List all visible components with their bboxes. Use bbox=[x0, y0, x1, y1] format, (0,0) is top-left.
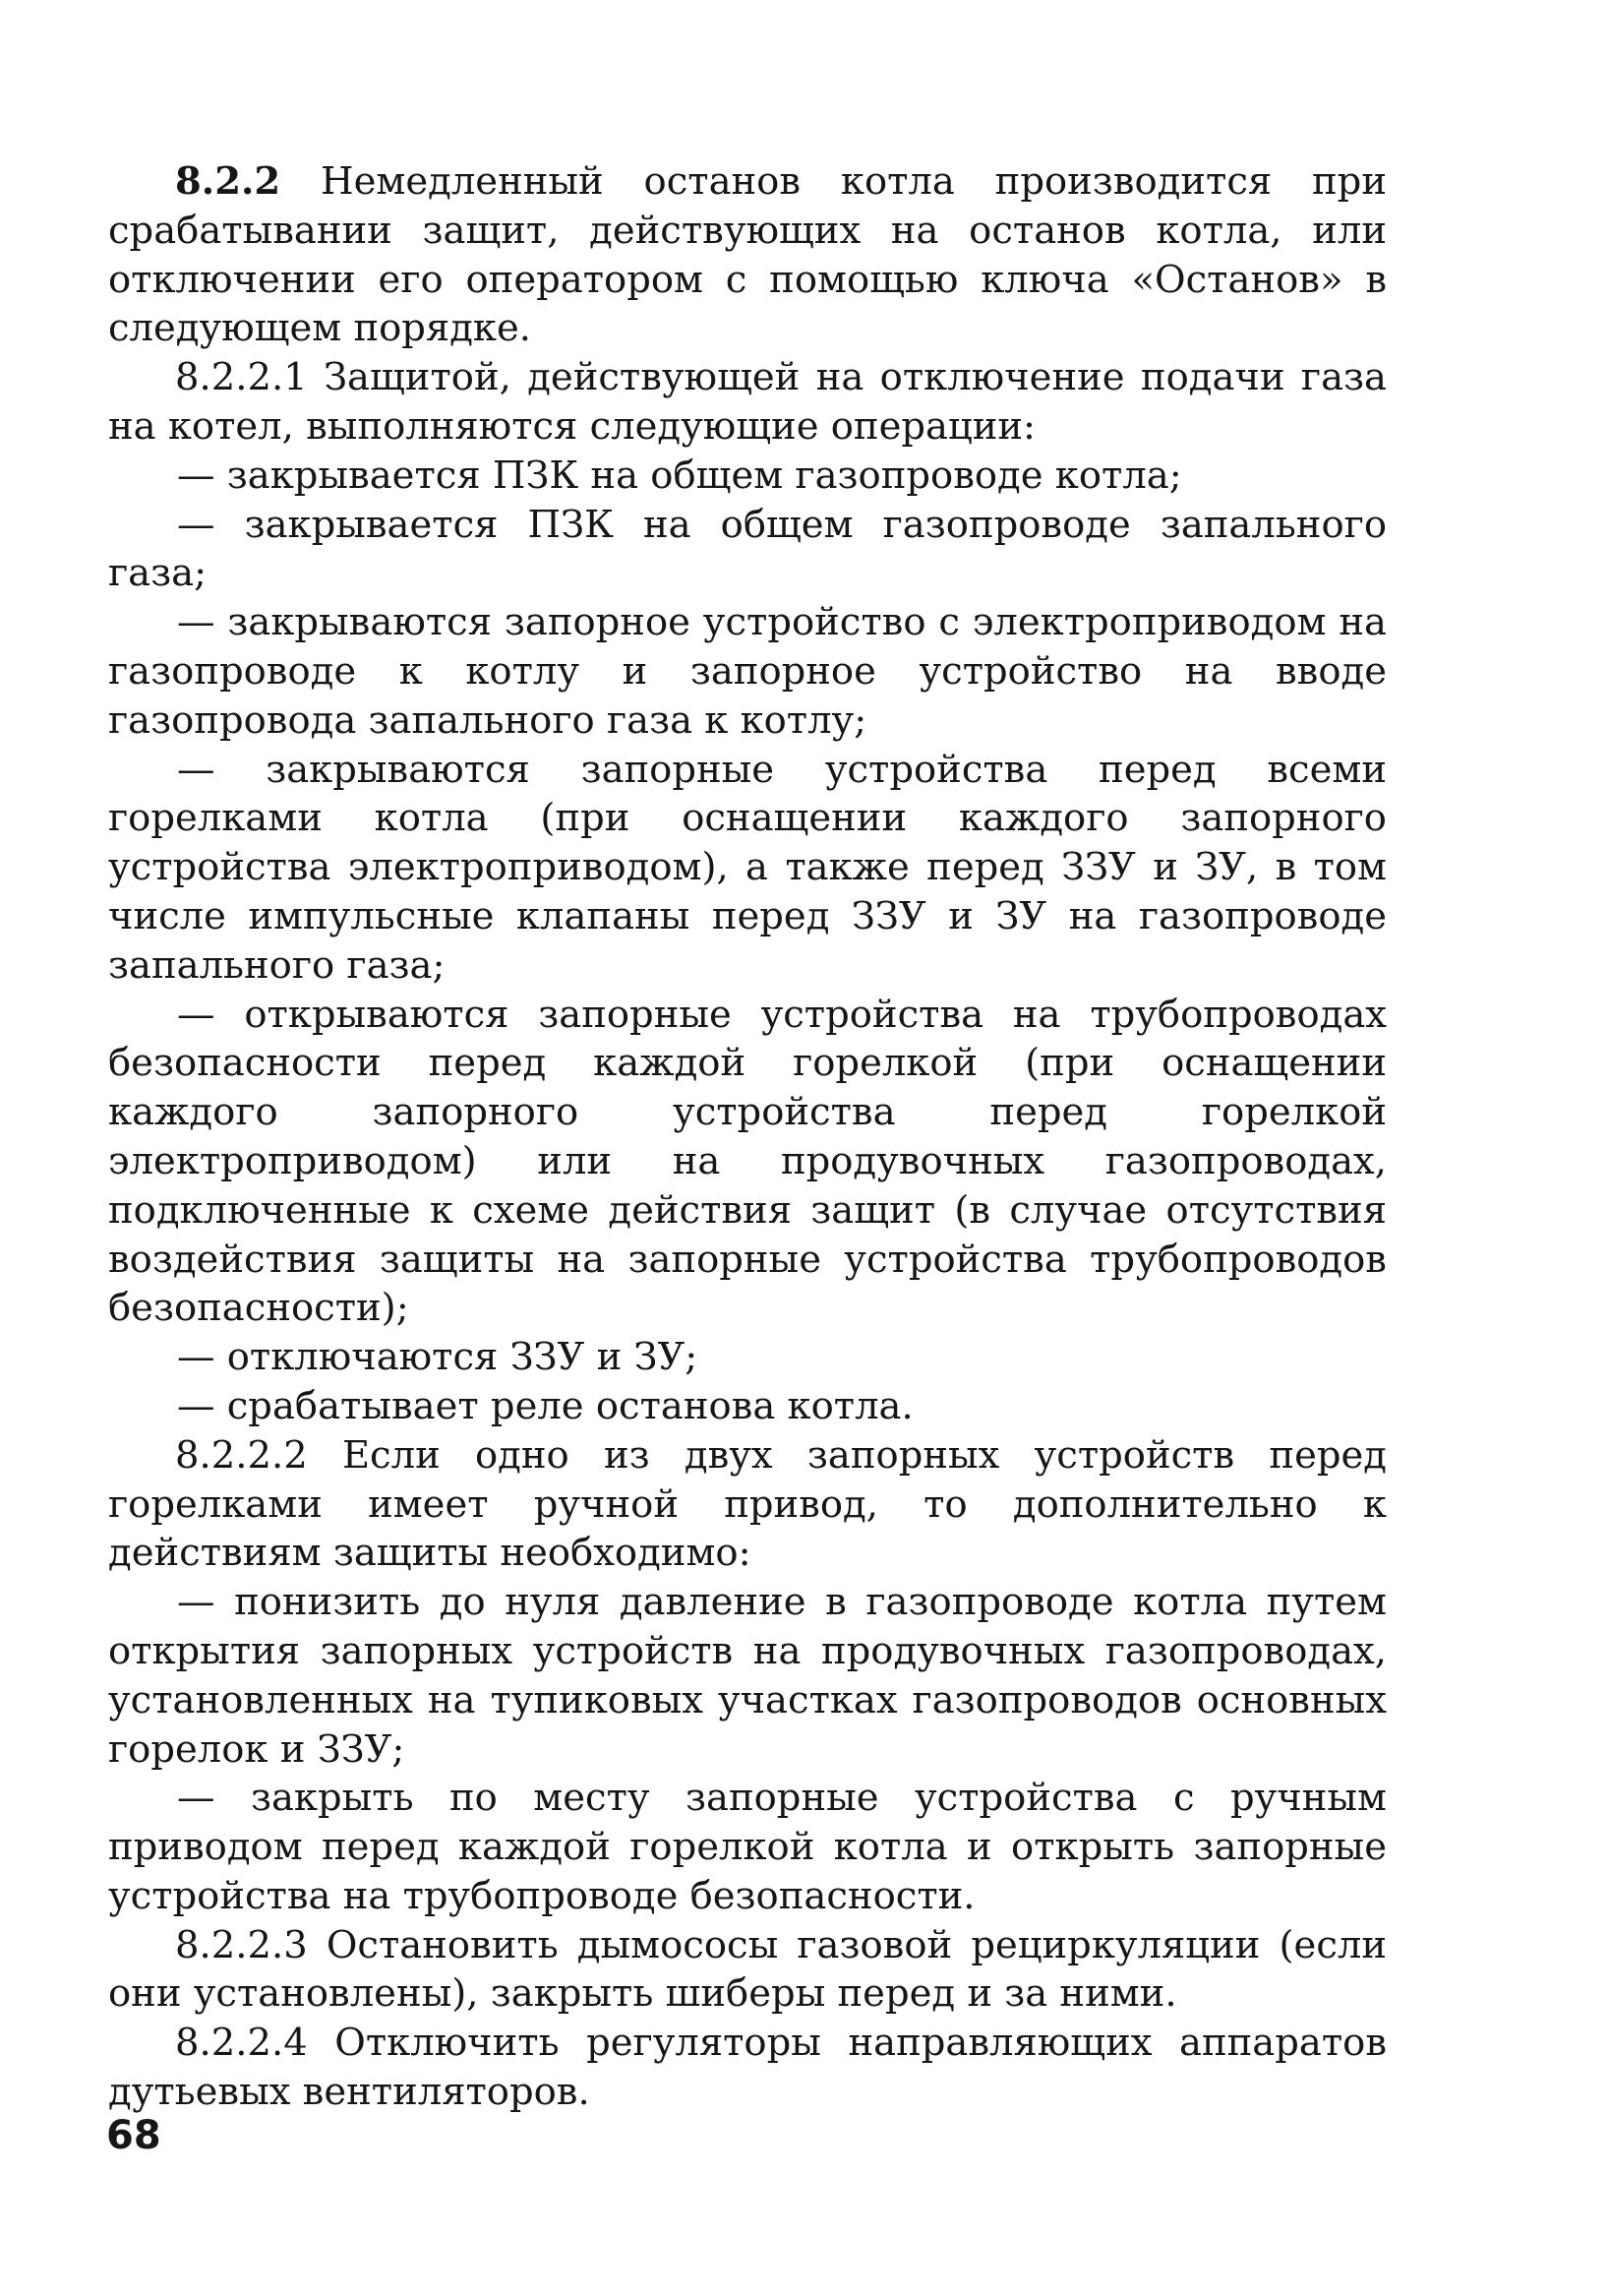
section-number: 8.2.2 bbox=[175, 159, 281, 204]
list-item: — закрывается ПЗК на общем газопроводе котла; bbox=[177, 453, 1182, 498]
paragraph-8-2-2-1: 8.2.2.1 Защитой, действующей на отключение подачи газа на котел, выполняются следующие операции: bbox=[108, 355, 1387, 449]
paragraph-8-2-2-2: 8.2.2.2 Если одно из двух запорных устройств перед горелками имеет ручной привод, то дополнительно к действиям защиты необходимо: bbox=[108, 1432, 1387, 1576]
list-item: — срабатывает реле останова котла. bbox=[177, 1383, 914, 1428]
paragraph-text: Немедленный останов котла производится при срабатывании защит, действующих на останов котла, или отключении его оператором с помощью ключа «Останов» в следующем порядке. bbox=[108, 159, 1387, 351]
list-item: — понизить до нуля давление в газопроводе котла путем открытия запорных устройств на продувочных газопроводах, установленных на тупиковых участках газопроводов основных горелок и ЗЗУ; bbox=[108, 1580, 1387, 1772]
list-item: — закрыть по месту запорные устройства с ручным приводом перед каждой горелкой котла и открыть запорные устройства на трубопроводе безопасности. bbox=[108, 1776, 1387, 1918]
list-item: — отключаются ЗЗУ и ЗУ; bbox=[177, 1335, 698, 1380]
list-item: — закрывается ПЗК на общем газопроводе запального газа; bbox=[108, 502, 1387, 596]
body-text bbox=[108, 157, 1387, 2117]
paragraph-8-2-2 bbox=[108, 157, 1387, 353]
list-item: — закрываются запорное устройство с электроприводом на газопроводе к котлу и запорное устройство на вводе газопровода запального газа к котлу; bbox=[108, 600, 1387, 743]
paragraph-8-2-2-3: 8.2.2.3 Остановить дымососы газовой рециркуляции (если они установлены), закрыть шиберы перед и за ними. bbox=[108, 1922, 1387, 2017]
paragraph-8-2-2-4: 8.2.2.4 Отключить регуляторы направляющих аппаратов дутьевых вентиляторов. bbox=[108, 2021, 1387, 2115]
list-item: — открываются запорные устройства на трубопроводах безопасности перед каждой горелкой (при оснащении каждого запорного устройства перед горелкой электроприводом) или на продувочных газопроводах, подключенные к схеме действия защит (в случае отсутствия воздействия защиты на запорные устройства трубопроводов безопасности); bbox=[108, 992, 1387, 1331]
list-item: — закрываются запорные устройства перед всеми горелками котла (при оснащении каждого запорного устройства электроприводом), а также перед ЗЗУ и ЗУ, в том числе импульсные клапаны перед ЗЗУ и ЗУ на газопроводе запального газа; bbox=[108, 747, 1387, 988]
page-number: 68 bbox=[106, 2113, 161, 2158]
